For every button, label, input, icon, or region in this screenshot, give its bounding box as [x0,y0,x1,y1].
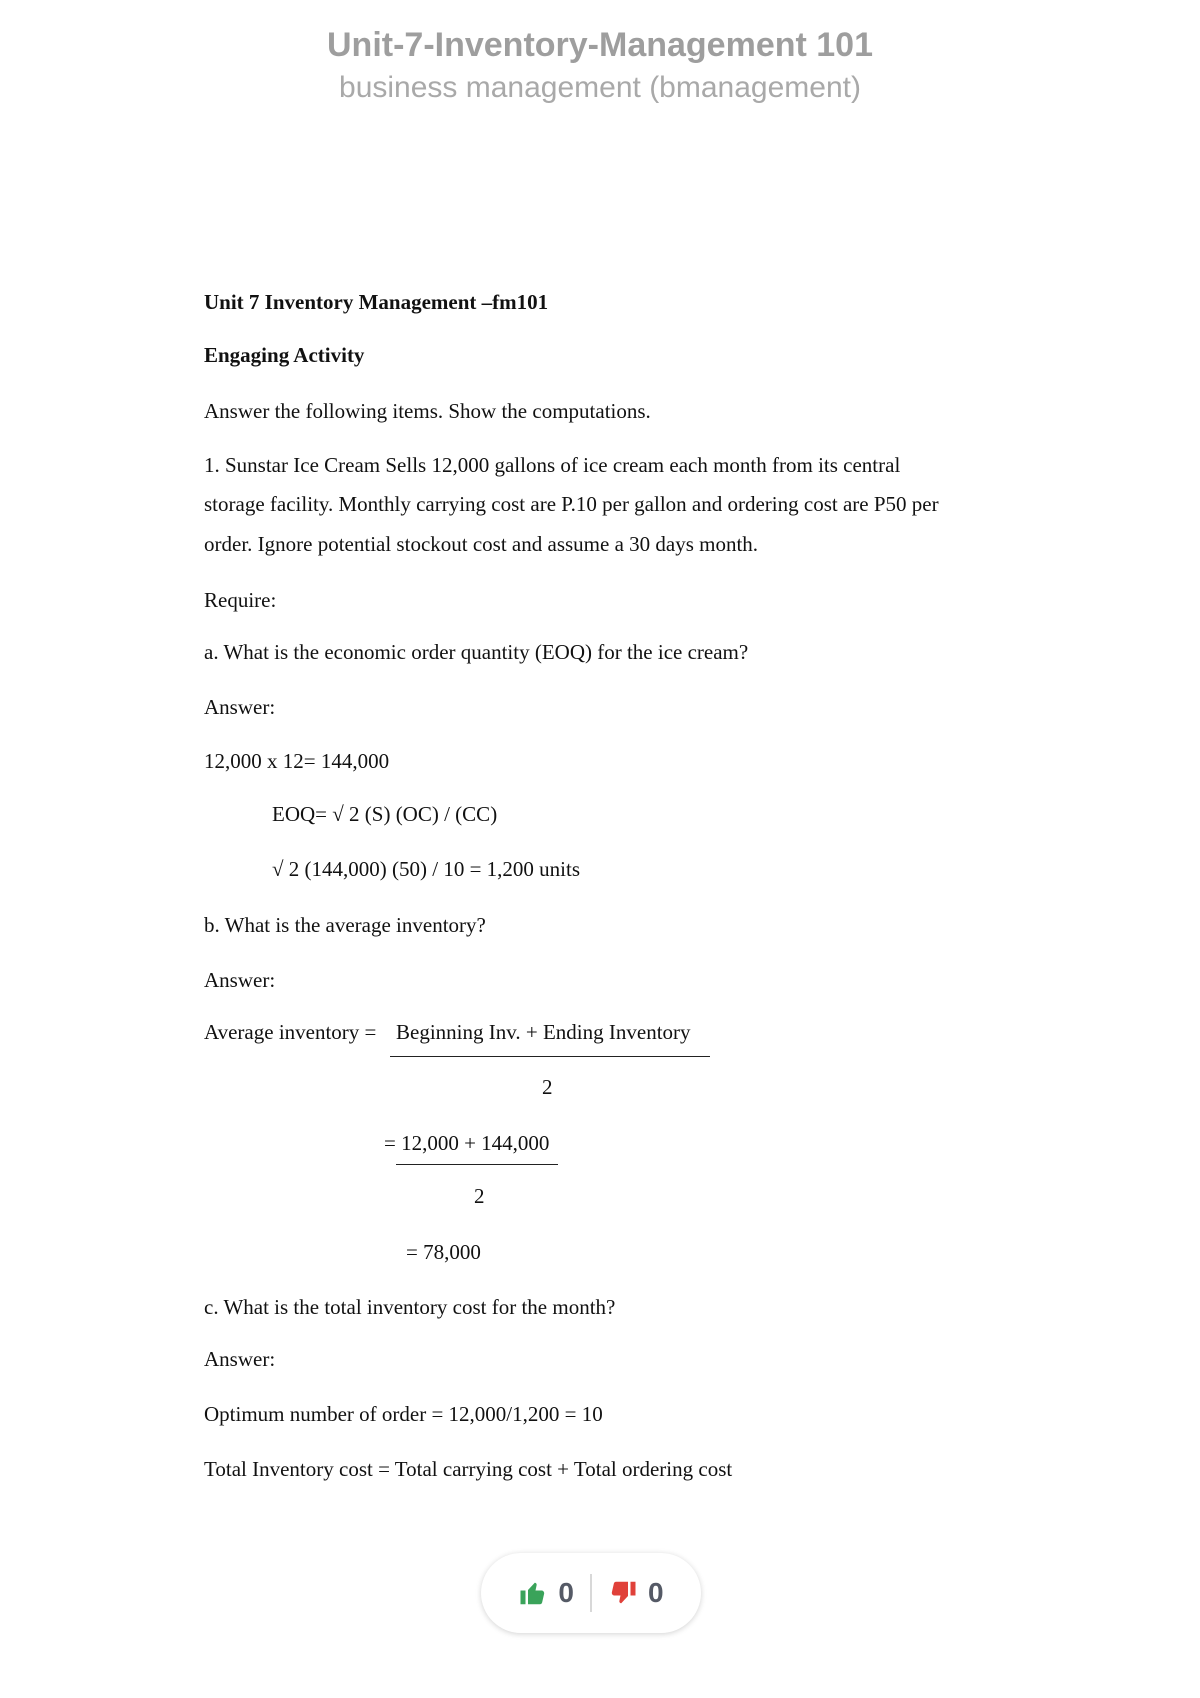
eoq-result: √ 2 (144,000) (50) / 10 = 1,200 units [272,857,581,881]
annual-demand-calc: 12,000 x 12= 144,000 [204,749,390,773]
problem-line-2: storage facility. Monthly carrying cost are P.10 per gallon and ordering cost are P50 per [204,492,939,516]
upvote-button[interactable] [502,1577,590,1609]
document-header [0,22,1200,108]
downvote-count: 0 [648,1577,664,1608]
answer-a-label: Answer: [204,695,276,719]
document-title: Unit-7-Inventory-Management 101 [327,26,873,64]
question-c: c. What is the total inventory cost for the month? [204,1295,616,1319]
unit-heading: Unit 7 Inventory Management –fm101 [204,290,549,314]
question-a: a. What is the economic order quantity (EOQ) for the ice cream? [204,640,749,664]
average-inventory-denominator: 2 [542,1075,553,1099]
instruction-text: Answer the following items. Show the computations. [204,399,651,423]
total-cost-formula: Total Inventory cost = Total carrying cost + Total ordering cost [204,1457,733,1481]
require-label: Require: [204,588,277,612]
question-b: b. What is the average inventory? [204,913,486,937]
average-inventory-label: Average inventory = [204,1020,377,1044]
fraction-bar [396,1164,558,1165]
problem-line-1: 1. Sunstar Ice Cream Sells 12,000 gallons of ice cream each month from its central [204,453,901,477]
activity-heading: Engaging Activity [204,343,365,367]
average-values-denominator: 2 [474,1184,485,1208]
problem-line-3: order. Ignore potential stockout cost and assume a 30 days month. [204,532,759,556]
eoq-formula: EOQ= √ 2 (S) (OC) / (CC) [272,802,498,826]
fraction-bar [390,1056,710,1057]
upvote-count: 0 [558,1577,574,1608]
document-course: business management (bmanagement) [339,71,861,104]
average-inventory-numerator: Beginning Inv. + Ending Inventory [396,1020,691,1044]
average-values-numerator: = 12,000 + 144,000 [384,1131,550,1155]
thumbs-down-icon [608,1578,638,1608]
downvote-button[interactable] [592,1577,680,1609]
answer-b-label: Answer: [204,968,276,992]
thumbs-up-icon [518,1578,548,1608]
average-inventory-result: = 78,000 [406,1240,481,1264]
optimum-orders-calc: Optimum number of order = 12,000/1,200 = 10 [204,1402,603,1426]
vote-bar [481,1553,701,1633]
answer-c-label: Answer: [204,1347,276,1371]
